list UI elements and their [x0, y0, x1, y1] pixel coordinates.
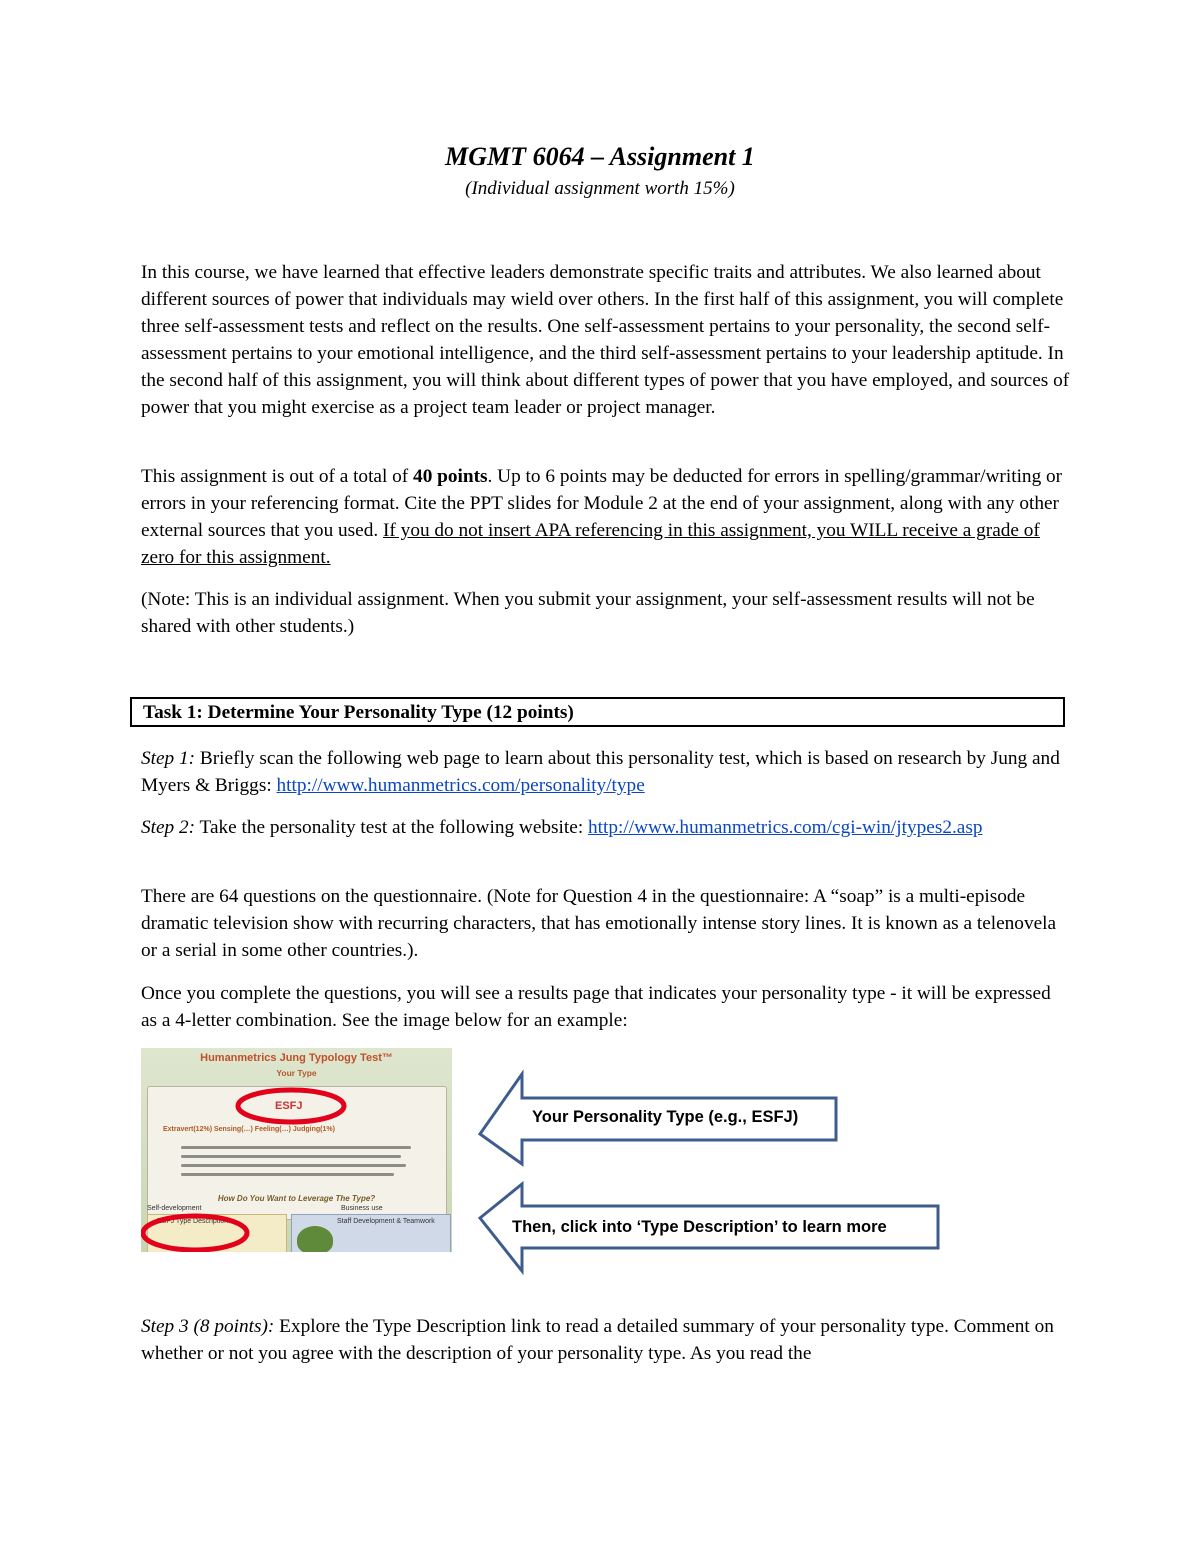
screenshot-subtitle: Your Type	[276, 1068, 317, 1078]
screenshot-left-box-text: ESFJ Type Description	[157, 1218, 229, 1225]
intro-paragraph: In this course, we have learned that effective leaders demonstrate specific traits and attributes. We also learned about different sources of power that individuals may wield over others. In the first half of this assignment, you will complete three self-assessment tests and reflect on the results. One self-assessment pertains to your personality, the second self-assessment pertains to your emotional intelligence, and the third self-assessment pertains to your leadership aptitude. In the second half of this assignment, you will think about different types of power that you have employed, and sources of power that you might exercise as a project team leader or project manager.	[141, 262, 1070, 418]
screenshot-left-label: Self-development	[147, 1205, 202, 1212]
description-highlight-circle	[143, 1216, 247, 1250]
task1-heading: Task 1: Determine Your Personality Type (12 points)	[130, 697, 1065, 727]
total-points: 40 points	[413, 466, 488, 487]
note-paragraph: (Note: This is an individual assignment. When you submit your assignment, your self-assessment results will not be shared with other students.)	[141, 589, 1035, 637]
apa-warning: If you do not insert APA referencing in this assignment, you WILL receive a grade of zero for this assignment.	[141, 520, 1040, 568]
questions-note: There are 64 questions on the questionnaire. (Note for Question 4 in the questionnaire: A “soap” is a multi-episode dramatic television show with recurring characters, that has emotionally intense story lines. It is known as a telenovela or a serial in some other countries.).	[141, 886, 1057, 961]
screenshot-right-box-text: Staff Development & Teamwork	[337, 1218, 435, 1225]
highlight-circles	[141, 1048, 452, 1252]
callout-type-description: Then, click into ‘Type Description’ to learn more	[512, 1218, 887, 1236]
results-page-screenshot	[141, 1048, 452, 1252]
step1-link[interactable]: http://www.humanmetrics.com/personality/type	[276, 775, 645, 796]
screenshot-right-label: Business use	[341, 1205, 383, 1212]
screenshot-title: Humanmetrics Jung Typology Test™	[200, 1052, 393, 1064]
step2-link[interactable]: http://www.humanmetrics.com/cgi-win/jtypes2.asp	[588, 817, 983, 838]
step1-text: Briefly scan the following web page to learn about this personality test, which is based on research by Jung and Myers & Briggs:	[141, 748, 1060, 796]
callout-arrows	[470, 1068, 950, 1278]
screenshot-question: How Do You Want to Leverage The Type?	[217, 1194, 376, 1203]
step3-label: Step 3 (8 points):	[141, 1316, 275, 1337]
step1-label: Step 1:	[141, 748, 196, 769]
screenshot-type: ESFJ	[275, 1100, 303, 1112]
step2-label: Step 2:	[141, 817, 196, 838]
results-note: Once you complete the questions, you will see a results page that indicates your personality type - it will be expressed as a 4-letter combination. See the image below for an example:	[141, 983, 1051, 1031]
grading-paragraph	[141, 463, 1071, 571]
step3-text: Explore the Type Description link to read a detailed summary of your personality type. Comment on whether or not you agree with the description of your personality type. As you read the	[141, 1316, 1054, 1364]
step1-paragraph	[141, 745, 1071, 799]
document-subtitle: (Individual assignment worth 15%)	[465, 178, 735, 199]
step2-paragraph	[141, 814, 1041, 841]
document-title: MGMT 6064 – Assignment 1	[445, 142, 755, 171]
type-highlight-circle	[238, 1090, 344, 1122]
step3-paragraph	[141, 1313, 1066, 1367]
step2-text: Take the personality test at the following website:	[195, 817, 589, 838]
grading-text-b: . Up to 6 points may be deducted for errors in spelling/grammar/writing or errors in your referencing format. Cite the PPT slides for Module 2 at the end of your assignment, along with any other external sources that you used.	[141, 466, 1063, 541]
screenshot-traits: Extravert(12%) Sensing(…) Feeling(…) Judging(1%)	[163, 1126, 335, 1133]
callout-personality-type: Your Personality Type (e.g., ESFJ)	[532, 1108, 799, 1126]
grading-text-a: This assignment is out of a total of	[141, 466, 414, 487]
